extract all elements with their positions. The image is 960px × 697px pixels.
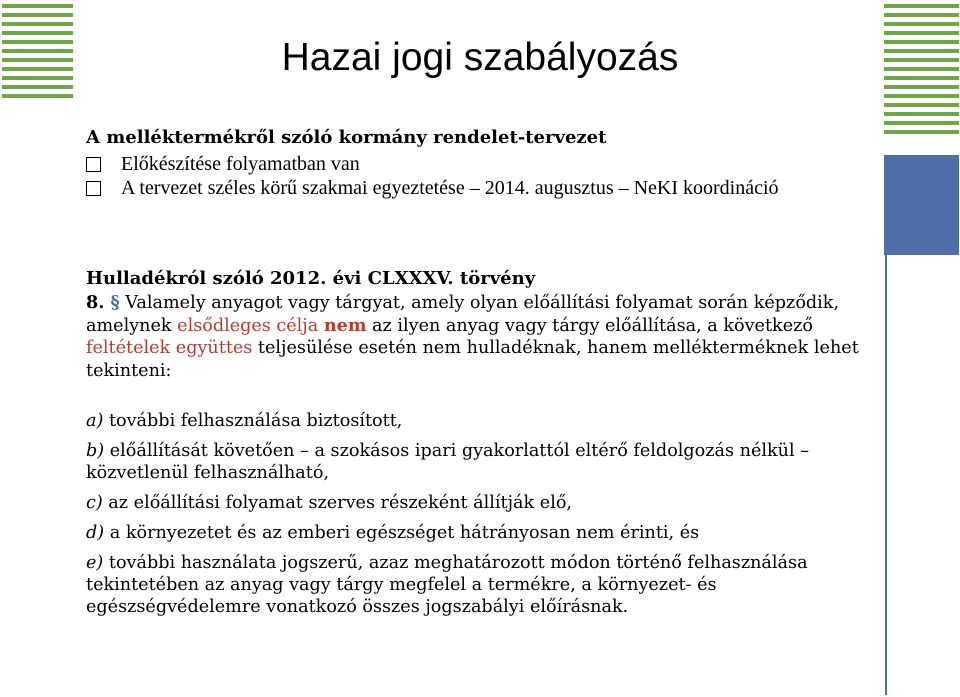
item-text: további felhasználása biztosított, xyxy=(103,411,403,431)
list-item xyxy=(86,410,876,432)
item-label: e) xyxy=(86,553,104,573)
condition-list xyxy=(86,410,876,626)
item-text: a környezetet és az emberi egészséget hátrányosan nem érinti, és xyxy=(104,523,700,543)
section1-heading: A melléktermékről szóló kormány rendelet-tervezet xyxy=(86,127,607,148)
item-text: további használata jogszerű, azaz meghatározott módon történő felhasználása tekintetében az anyag vagy tárgy megfelel a termékre, a környezet- és egészségvédelemre vonatkozó összes jogszabályi előírásnak. xyxy=(86,553,808,617)
highlight-text: elsődleges célja xyxy=(177,315,319,336)
item-text: előállítását követően – a szokásos ipari gyakorlattól eltérő feldolgozás nélkül – közvetlenül felhasználható, xyxy=(86,441,810,483)
slide-title: Hazai jogi szabályozás xyxy=(281,36,679,79)
item-text: az előállítási folyamat szerves részeként állítják elő, xyxy=(102,493,573,513)
bullet-text: A tervezet széles körű szakmai egyeztetése – 2014. augusztus – NeKI koordináció xyxy=(121,177,779,199)
list-item xyxy=(86,440,876,484)
list-item xyxy=(86,522,876,544)
bullet-item xyxy=(86,152,866,176)
item-label: a) xyxy=(86,411,104,431)
checkbox-bullet-icon xyxy=(86,157,101,172)
right-blue-block xyxy=(884,155,959,255)
checkbox-bullet-icon xyxy=(86,181,101,196)
item-label: c) xyxy=(86,493,103,513)
para-number: 8. xyxy=(86,292,111,313)
bullet-text: Előkészítése folyamatban van xyxy=(121,153,360,175)
para-text: az ilyen anyag vagy tárgy előállítása, a következő xyxy=(366,315,813,336)
list-item xyxy=(86,492,876,514)
section-sign-icon: § xyxy=(110,292,120,313)
highlight-text: nem xyxy=(323,314,367,336)
list-item xyxy=(86,552,876,618)
section1-bullets xyxy=(86,152,866,200)
item-label: b) xyxy=(86,441,105,461)
section2-heading: Hulladékról szóló 2012. évi CLXXXV. törvény xyxy=(86,268,536,289)
highlight-text: feltételek együttes xyxy=(86,338,253,358)
law-paragraph xyxy=(86,292,876,382)
bullet-item xyxy=(86,176,866,200)
item-label: d) xyxy=(86,523,105,543)
para-text: teljesülése esetén nem hulladéknak, hanem mellékterméknek lehet tekinteni: xyxy=(86,338,859,381)
right-vertical-line xyxy=(885,255,887,695)
para-text: Valamely anyagot vagy tárgyat, amely olyan előállítási folyamat során képződik, amelynek xyxy=(86,293,840,336)
